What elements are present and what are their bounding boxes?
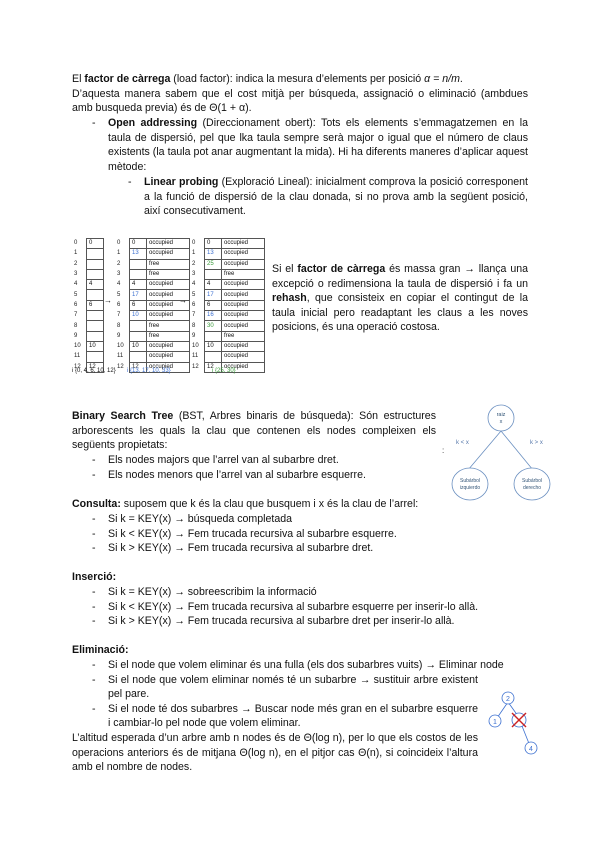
slot-status: occupied — [147, 300, 190, 310]
consulta-list — [92, 512, 522, 556]
slot-key: 13 — [130, 249, 147, 259]
slot-key — [205, 352, 222, 362]
slot-status: occupied — [222, 300, 265, 310]
arrow-icon: → — [179, 296, 187, 305]
slot-key: 0 — [205, 239, 222, 249]
slot-key: 12 — [205, 362, 222, 372]
slot-key: 17 — [130, 290, 147, 300]
slot-index: 9 — [117, 332, 121, 339]
text: , que consisteix en copiar el contingut de la taula inicial pero readaptant les claus a les noves posicions, és una operació costosa. — [272, 292, 528, 333]
slot-key: 17 — [205, 290, 222, 300]
list-item: - Si el node que volem eliminar és una fulla (els dos subarbres vuits) → Eliminar node — [92, 658, 548, 673]
slot-index: 0 — [74, 240, 78, 247]
left-condition: k < x — [456, 440, 469, 446]
left-subtree-label: izquierdo — [459, 485, 481, 491]
slot-key: 6 — [205, 300, 222, 310]
slot-key: 10 — [130, 341, 147, 351]
linear-probing-list — [128, 175, 528, 219]
slot-key: 10 — [87, 341, 104, 351]
slot-key: 10 — [130, 311, 147, 321]
slot-key: 13 — [205, 249, 222, 259]
list-item: - Si k < KEY(x) → Fem trucada recursiva al subarbre esquerre. — [92, 527, 522, 542]
hash-table-second — [115, 238, 190, 373]
load-factor-term: factor de càrrega — [84, 73, 171, 85]
slot-key — [87, 249, 104, 259]
slot-index: 9 — [74, 332, 78, 339]
slot-index: 8 — [117, 322, 121, 329]
slot-key — [87, 269, 104, 279]
slot-index: 2 — [74, 260, 78, 267]
bst-properties-list — [92, 453, 452, 482]
slot-index: 11 — [74, 353, 81, 360]
insert-set-3: i {25, 30} — [212, 368, 236, 374]
slot-index: 8 — [192, 322, 196, 329]
open-addressing-text: (Direccionament obert): Tots els elements s’emmagatzemen en la taula de dispersió, pel que lka taula sempre serà major o igual que el número de claus existents (la taula pot anar augmentant la mida). Hi ha diferents maneres d’aplicar aquest mètode: — [108, 117, 528, 173]
colon: : — [442, 446, 445, 455]
slot-status: free — [222, 269, 265, 279]
slot-key — [130, 321, 147, 331]
open-addressing-item — [92, 116, 528, 174]
slot-index: 3 — [74, 271, 78, 278]
list-item: - Si k = KEY(x) → búsqueda completada — [92, 512, 522, 527]
slot-index: 3 — [117, 271, 121, 278]
slot-status: free — [147, 269, 190, 279]
slot-index: 9 — [192, 332, 196, 339]
slot-status: occupied — [222, 249, 265, 259]
slot-key: 12 — [87, 362, 104, 372]
slot-status: free — [147, 331, 190, 341]
slot-index: 4 — [192, 281, 196, 288]
slot-index: 12 — [117, 363, 124, 370]
linear-probing-text: (Exploració Lineal): inicialment comprova la posició corresponent a la funció de dispersió de la clau donada, si no prova amb la següent posició, així consecutivament. — [144, 176, 528, 217]
slot-key — [205, 331, 222, 341]
slot-status: occupied — [222, 239, 265, 249]
root-label: raiz — [496, 412, 506, 418]
text: El — [72, 73, 85, 85]
eliminacio-title: Eliminació: — [72, 644, 129, 656]
linear-probing-item — [128, 175, 528, 219]
slot-key: 6 — [87, 300, 104, 310]
slot-key — [87, 290, 104, 300]
slot-index: 12 — [74, 363, 81, 370]
slot-key: 12 — [130, 362, 147, 372]
slot-index: 10 — [192, 343, 199, 350]
slot-index: 5 — [74, 291, 78, 298]
rehash-term: rehash — [272, 292, 307, 304]
slot-status: occupied — [222, 280, 265, 290]
delete-node-diagram — [484, 688, 544, 756]
slot-index: 7 — [192, 312, 196, 319]
slot-key: 4 — [87, 280, 104, 290]
load-factor-cost: D’aquesta manera sabem que el cost mitjà per búsqueda, assignació o eliminació (ambdues amb busqueda previa) és de Θ(1 + α). — [72, 87, 528, 114]
slot-index: 1 — [192, 250, 196, 257]
edge-right — [501, 431, 533, 470]
slot-status: occupied — [222, 352, 265, 362]
slot-index: 12 — [192, 363, 199, 370]
hash-table-initial — [72, 238, 104, 373]
edge — [497, 702, 508, 718]
slot-key — [87, 259, 104, 269]
slot-index: 7 — [74, 312, 78, 319]
list-item: - Si el node que volem eliminar només té un subarbre → sustituir arbre existent pel pare. — [92, 673, 478, 702]
insercio-list — [92, 585, 532, 629]
slot-status: occupied — [147, 290, 190, 300]
slot-index: 5 — [117, 291, 121, 298]
slot-index: 6 — [192, 301, 196, 308]
hash-table-third — [190, 238, 265, 373]
slot-key — [130, 259, 147, 269]
slot-status: occupied — [147, 352, 190, 362]
edge-left — [468, 431, 501, 470]
slot-key: 25 — [205, 259, 222, 269]
slot-index: 3 — [192, 271, 196, 278]
slot-key: 0 — [87, 239, 104, 249]
text: . — [459, 73, 463, 85]
slot-index: 8 — [74, 322, 78, 329]
slot-key — [87, 352, 104, 362]
slot-index: 0 — [117, 240, 121, 247]
bst-text: (BST, Arbres binaris de búsqueda): Són estructures arborescents les quals la clau que contenen els nodes compleixen els següents propietats: — [72, 410, 436, 451]
slot-key: 10 — [205, 341, 222, 351]
slot-status: occupied — [147, 341, 190, 351]
slot-index: 4 — [117, 281, 121, 288]
bst-paragraph — [72, 409, 436, 453]
slot-key: 30 — [205, 321, 222, 331]
left-subtree-label: Subárbol — [459, 478, 481, 484]
slot-index: 5 — [192, 291, 196, 298]
slot-index: 1 — [74, 250, 78, 257]
slot-key: 4 — [205, 280, 222, 290]
node-label: 1 — [493, 719, 497, 726]
slot-status: occupied — [222, 321, 265, 331]
hash-table-figure — [72, 238, 267, 378]
slot-index: 2 — [192, 260, 196, 267]
root-node — [488, 405, 514, 431]
slot-status: occupied — [147, 249, 190, 259]
consulta-heading — [72, 497, 528, 512]
slot-index: 7 — [117, 312, 121, 319]
slot-key: 6 — [130, 300, 147, 310]
slot-index: 6 — [117, 301, 121, 308]
eliminacio-list — [92, 658, 504, 731]
list-item: - Els nodes majors que l’arrel van al subarbre dret. — [92, 453, 452, 468]
load-factor-formula: α = n/m — [424, 73, 460, 85]
arrow-icon: → — [104, 296, 112, 305]
insert-set-2: i {13, 17, 10, 33} — [127, 368, 171, 374]
slot-status: occupied — [147, 311, 190, 321]
text: Si el — [272, 263, 298, 275]
list-item: - Si k = KEY(x) → sobreescribim la informació — [92, 585, 532, 600]
slot-status: occupied — [147, 280, 190, 290]
open-addressing-term: Open addressing — [108, 117, 198, 129]
slot-key — [87, 331, 104, 341]
bst-diagram — [440, 400, 565, 510]
insercio-title: Inserció: — [72, 571, 117, 583]
slot-index: 11 — [117, 353, 124, 360]
slot-status: occupied — [147, 239, 190, 249]
slot-index: 1 — [117, 250, 121, 257]
slot-status: occupied — [222, 311, 265, 321]
slot-key — [130, 269, 147, 279]
slot-status: occupied — [222, 290, 265, 300]
open-addressing-list — [92, 116, 528, 174]
slot-key: 4 — [130, 280, 147, 290]
bst-term: Binary Search Tree — [72, 410, 174, 422]
slot-key: 0 — [130, 239, 147, 249]
right-condition: k > x — [530, 440, 543, 446]
root-key: x — [499, 419, 503, 425]
consulta-intro: suposem que k és la clau que busquem i x és la clau de l’arrel: — [120, 498, 419, 510]
rehash-paragraph — [272, 262, 528, 335]
slot-index: 10 — [117, 343, 124, 350]
slot-status: occupied — [222, 259, 265, 269]
slot-index: 4 — [74, 281, 78, 288]
node-label: 2 — [506, 696, 510, 703]
slot-status: free — [222, 331, 265, 341]
slot-status: occupied — [222, 341, 265, 351]
slot-index: 10 — [74, 343, 81, 350]
slot-key: 16 — [205, 311, 222, 321]
slot-status: occupied — [147, 362, 190, 372]
right-subtree-label: derecho — [522, 485, 542, 491]
rehash-term-factor: factor de càrrega — [297, 263, 386, 275]
slot-key — [205, 269, 222, 279]
insert-set-1: i {0, 4, 6, 10, 12} — [72, 368, 116, 374]
list-item: - Si el node té dos subarbres → Buscar node més gran en el subarbre esquerre i cambiar-lo pel node que volem eliminar. — [92, 702, 478, 731]
list-item: - Si k > KEY(x) → Fem trucada recursiva al subarbre dret. — [92, 541, 522, 556]
slot-key — [87, 321, 104, 331]
slot-status: occupied — [222, 362, 265, 372]
slot-index: 0 — [192, 240, 196, 247]
list-item: - Si k < KEY(x) → Fem trucada recursiva al subarbre esquerre per inserir-lo allà. — [92, 600, 532, 615]
slot-index: 6 — [74, 301, 78, 308]
slot-index: 2 — [117, 260, 121, 267]
list-item: - Si k > KEY(x) → Fem trucada recursiva al subarbre dret per inserir-lo allà. — [92, 614, 532, 629]
linear-probing-term: Linear probing — [144, 176, 219, 188]
slot-key — [130, 352, 147, 362]
right-subtree-node — [514, 468, 550, 500]
slot-key — [130, 331, 147, 341]
node-label: 4 — [529, 746, 533, 753]
slot-status: free — [147, 321, 190, 331]
text: (load factor): indica la mesura d’elements per posició — [170, 73, 425, 85]
eliminacio-closing: L’altitud esperada d’un arbre amb n nodes és de Θ(log n), per lo que els costos de les operacions anteriors és de mitjana Θ(log n), en el pitjor cas Θ(n), si coincideix l’altura amb el nombre de nodes. — [72, 732, 478, 773]
slot-status: free — [147, 259, 190, 269]
right-subtree-label: Subárbol — [521, 478, 543, 484]
left-subtree-node — [452, 468, 488, 500]
load-factor-paragraph — [72, 72, 528, 116]
slot-index: 11 — [192, 353, 199, 360]
text: és massa gran → llança una excepció o redimensiona la taula de dispersió i fa un — [272, 263, 528, 290]
slot-key — [87, 311, 104, 321]
list-item: - Els nodes menors que l’arrel van al subarbre esquerre. — [92, 468, 452, 483]
consulta-title: Consulta: — [72, 498, 121, 510]
